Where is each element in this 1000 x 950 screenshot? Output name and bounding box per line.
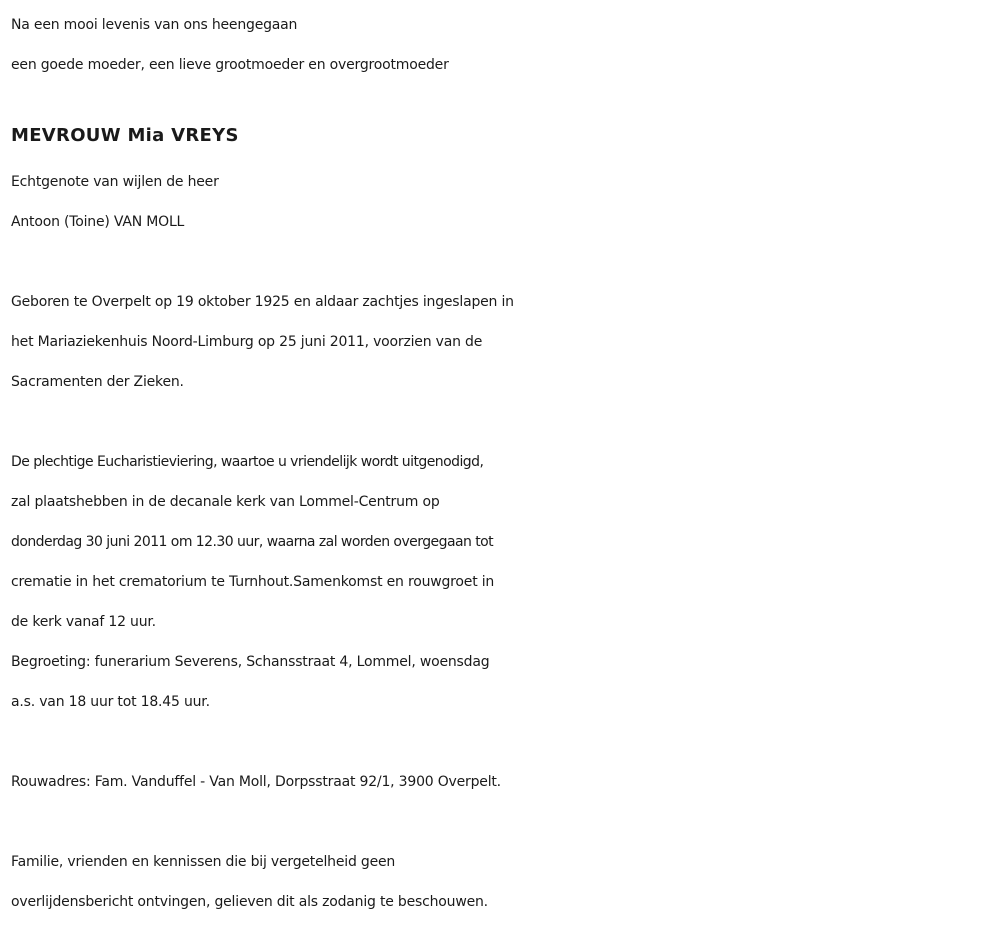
- closing-paragraph: [11, 842, 996, 922]
- intro-line: een goede moeder, een lieve grootmoeder en overgrootmoeder: [11, 57, 449, 73]
- spacer: [11, 802, 996, 842]
- paragraph-line: a.s. van 18 uur tot 18.45 uur.: [11, 694, 210, 710]
- intro-section: [11, 5, 996, 85]
- mourning-address: Rouwadres: Fam. Vanduffel - Van Moll, Dorpsstraat 92/1, 3900 Overpelt.: [11, 774, 501, 790]
- spacer: [11, 242, 996, 282]
- spacer: [11, 402, 996, 442]
- obituary-notice: [11, 5, 996, 922]
- mourning-address-paragraph: [11, 762, 996, 802]
- deceased-section: [11, 112, 996, 242]
- paragraph-line: overlijdensbericht ontvingen, gelieven dit als zodanig te beschouwen.: [11, 894, 488, 910]
- paragraph-line: Geboren te Overpelt op 19 oktober 1925 en aldaar zachtjes ingeslapen in: [11, 294, 514, 310]
- paragraph-line: Sacramenten der Zieken.: [11, 374, 184, 390]
- intro-line: Na een mooi levenis van ons heengegaan: [11, 17, 298, 33]
- spouse-line: Echtgenote van wijlen de heer: [11, 174, 219, 190]
- paragraph-line: De plechtige Eucharistieviering, waartoe u vriendelijk wordt uitgenodigd,: [11, 454, 484, 470]
- paragraph-line: Begroeting: funerarium Severens, Schansstraat 4, Lommel, woensdag: [11, 654, 490, 670]
- spacer: [11, 722, 996, 762]
- paragraph-line: donderdag 30 juni 2011 om 12.30 uur, waarna zal worden overgegaan tot: [11, 534, 494, 550]
- paragraph-line: het Mariaziekenhuis Noord-Limburg op 25 juni 2011, voorzien van de: [11, 334, 483, 350]
- ceremony-paragraph: [11, 442, 996, 722]
- birth-death-paragraph: [11, 282, 996, 402]
- spacer: [11, 85, 996, 112]
- paragraph-line: crematie in het crematorium te Turnhout.Samenkomst en rouwgroet in: [11, 574, 495, 590]
- deceased-name: MEVROUW Mia VREYS: [11, 125, 239, 146]
- spouse-line: Antoon (Toine) VAN MOLL: [11, 214, 185, 230]
- paragraph-line: zal plaatshebben in de decanale kerk van Lommel-Centrum op: [11, 494, 440, 510]
- paragraph-line: Familie, vrienden en kennissen die bij vergetelheid geen: [11, 854, 396, 870]
- paragraph-line: de kerk vanaf 12 uur.: [11, 614, 156, 630]
